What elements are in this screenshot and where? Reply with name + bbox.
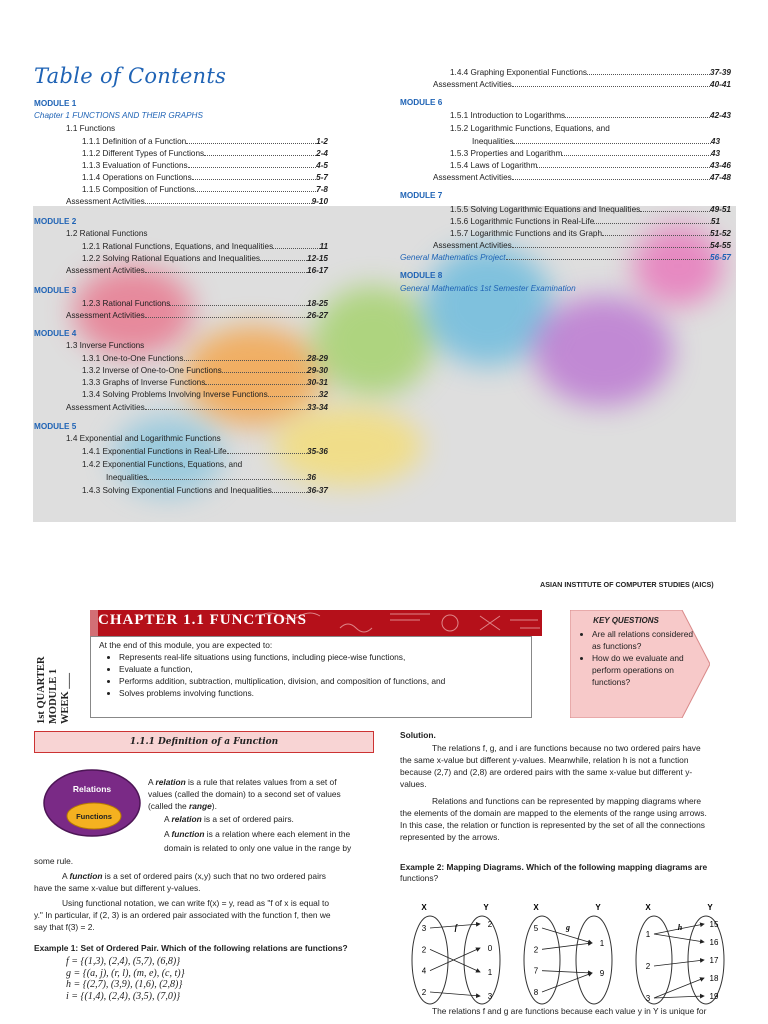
toc-entry-title: Inequalities [472,137,514,146]
domain-value: 2 [533,945,539,955]
toc-leader-dots [273,241,319,249]
toc-title: Table of Contents [34,64,227,88]
toc-page-number: 43 [710,149,720,158]
toc-module-heading [34,217,76,227]
key-question: • How do we evaluate and perform operations on functions? [592,652,702,688]
solution-line: In this case, the relation or function is represented by the set of all the connections [400,820,705,830]
range-header: Y [483,903,489,912]
toc-entry-title: Inequalities [106,473,148,482]
section-header [34,731,374,753]
school-name: ASIAN INSTITUTE OF COMPUTER STUDIES (AICS) [540,580,714,589]
domain-oval [412,916,448,1004]
mapping-arrow [542,973,592,992]
domain-value: 2 [421,945,427,955]
toc-entry-title: MODULE 7 [400,191,443,200]
toc-module-heading [34,99,76,109]
toc-module-heading [34,329,76,339]
relation-set: i = {(1,4), (2,4), (3,5), (7,0)} [66,990,181,1002]
domain-value: 5 [533,924,539,933]
range-oval [464,916,500,1004]
relation-set: f = {(1,3), (2,4), (5,7), (6,8)} [66,956,181,967]
domain-oval [636,916,672,1004]
toc-page-number: 43-46 [710,161,731,170]
toc-entry [450,124,610,134]
range-value: 19 [709,992,719,1001]
toc-entry-title: 1.3.4 Solving Problems Involving Inverse Functions [82,390,268,399]
toc-entry [82,389,328,400]
module-line: MODULE 1 [48,668,59,724]
domain-value: 4 [421,966,427,976]
toc-page-number: 43 [710,137,720,146]
toc-entry [66,124,115,134]
definition-line: Using functional notation, we can write f(x) = y, read as "f of x is equal to [62,898,329,908]
range-header: Y [595,903,601,912]
toc-entry [82,184,328,195]
objectives-list [105,651,445,699]
toc-entry-title: 1.5.3 Properties and Logarithm [450,149,563,158]
example-2-prompt-cont: functions? [400,873,439,883]
toc-entry [433,79,731,90]
domain-value: 3 [421,924,427,933]
domain-value: 2 [645,962,651,971]
toc-leader-dots [506,252,710,260]
objective-item: • Solves problems involving functions. [119,687,445,699]
solution-line: The relations f, g, and i are functions because no two ordered pairs have [432,743,701,753]
range-value: 1 [599,939,605,948]
toc-module-heading [34,286,76,296]
definition-line: have the same x-value but different y-values. [34,883,201,893]
venn-inner-label: Functions [76,812,112,821]
toc-leader-dots [204,148,316,156]
toc-page-number: 51 [710,217,720,226]
toc-leader-dots [512,172,710,180]
toc-entry [82,485,328,496]
toc-entry-title: 1.3 Inverse Functions [66,341,145,350]
toc-page-number: 16-17 [307,266,328,275]
toc-leader-dots [145,310,307,318]
key-questions-box [570,610,710,718]
toc-entry-title: Assessment Activities [66,266,145,275]
key-questions-list [576,628,702,688]
toc-page-number: 36-37 [307,486,328,495]
toc-entry [66,402,328,413]
toc-leader-dots [147,472,306,480]
toc-page-number: 49-51 [710,205,731,214]
domain-oval [524,916,560,1004]
solution-line: represented by the arrows. [400,832,500,842]
toc-entry-title: 1.5.1 Introduction to Logarithms [450,111,566,120]
toc-entry [450,160,731,171]
toc-leader-dots [512,240,710,248]
quarter-line: 1st QUARTER [36,656,47,724]
toc-entry [450,110,731,121]
toc-entry [82,446,328,457]
toc-leader-dots [192,172,316,180]
week-line: WEEK ___ [60,672,71,724]
toc-entry [82,298,328,309]
definition-line: A function is a relation where each element in the [164,829,351,839]
toc-entry [82,241,328,252]
toc-page-number: 11 [319,242,328,251]
toc-page-number: 29-30 [307,366,328,375]
domain-value: 2 [421,988,427,997]
toc-entry [450,228,731,239]
toc-entry-title: MODULE 8 [400,271,443,280]
toc-page-number: 1-2 [316,137,328,146]
mapping-arrow [654,978,704,998]
section-title: 1.1.1 Definition of a Function [129,737,279,747]
toc-entry [66,265,328,276]
toc-page-number: 36 [306,473,316,482]
toc-page-number: 33-34 [307,403,328,412]
toc-entry-title: Assessment Activities [433,241,512,250]
toc-entry [82,148,328,159]
toc-entry-title: Chapter 1 FUNCTIONS AND THEIR GRAPHS [34,111,203,120]
chapter-title: CHAPTER 1.1 FUNCTIONS [98,612,307,628]
toc-entry-title: 1.1.2 Different Types of Functions [82,149,205,158]
toc-entry-title: MODULE 2 [34,217,77,226]
toc-module-heading [400,271,442,281]
key-question: • Are all relations considered as functions? [592,628,702,652]
toc-page-number: 4-5 [316,161,328,170]
range-header: Y [707,903,713,912]
toc-entry [82,172,328,183]
solution-line: values. [400,779,427,789]
mapping-arrow [542,943,592,949]
venn-outer-label: Relations [72,784,112,794]
toc-leader-dots [272,485,307,493]
toc-page-number: 7-8 [316,185,328,194]
toc-entry [82,365,328,376]
toc-leader-dots [260,253,307,261]
toc-entry-title: General Mathematics Project [400,253,506,262]
toc-entry [82,136,328,147]
toc-entry-title: Assessment Activities [66,311,145,320]
toc-page-number: 35-36 [307,447,328,456]
range-value: 0 [487,944,493,953]
mapping-arrow [430,948,480,971]
mapping-arrow [542,971,592,973]
relations-functions-venn [42,768,142,838]
toc-entry [106,472,316,483]
toc-entry [82,460,242,470]
key-questions-title: KEY QUESTIONS [593,616,659,625]
toc-page-number: 28-29 [307,354,328,363]
toc-entry-title: 1.4.1 Exponential Functions in Real-Life [82,447,227,456]
toc-leader-dots [227,446,307,454]
toc-leader-dots [205,377,307,385]
domain-value: 7 [533,966,539,976]
range-oval [688,916,724,1004]
toc-module-heading [34,422,76,432]
diagram-label: g [566,923,570,932]
toc-entry-title: Assessment Activities [66,197,145,206]
toc-entry-title: 1.5.2 Logarithmic Functions, Equations, and [450,124,610,133]
toc-leader-dots [594,216,711,224]
toc-leader-dots [602,228,710,236]
toc-entry-title: 1.4.4 Graphing Exponential Functions [450,68,588,77]
mapping-arrow [654,934,704,942]
toc-entry-title: 1.4.3 Solving Exponential Functions and Inequalities [82,486,272,495]
solution-line: Relations and functions can be represented by mapping diagrams where [432,796,702,806]
toc-entry [66,310,328,321]
conclusion-text: The relations f and g are functions because each value y in Y is unique for [432,1006,707,1016]
range-value: 16 [709,938,719,947]
toc-page-number: 54-55 [710,241,731,250]
toc-entry-title: General Mathematics 1st Semester Examination [400,284,576,293]
range-value: 1 [487,968,493,977]
definition-line: A function is a set of ordered pairs (x,y) such that no two ordered pairs [62,871,326,881]
toc-leader-dots [186,136,316,144]
toc-leader-dots [268,389,319,397]
toc-entry [472,136,720,147]
toc-entry [450,67,731,78]
solution-label: Solution. [400,730,436,740]
toc-entry-title: Assessment Activities [66,403,145,412]
toc-page-number: 42-43 [710,111,731,120]
toc-entry-title: 1.3.1 One-to-One Functions [82,354,184,363]
definition-line: some rule. [34,856,74,866]
range-oval [576,916,612,1004]
toc-entry [66,434,221,444]
domain-header: X [421,903,427,912]
mapping-diagram-f [412,903,500,1004]
toc-entry-title: MODULE 4 [34,329,77,338]
toc-entry-title: 1.2 Rational Functions [66,229,148,238]
toc-entry [34,111,203,121]
definition-line: A relation is a rule that relates values from a set of [148,777,337,787]
definition-line: domain is related to only one value in the range by [164,843,352,853]
toc-page-number: 32 [318,390,328,399]
range-value: 15 [709,920,719,929]
mapping-arrow [430,949,480,972]
toc-entry-title: Assessment Activities [433,173,512,182]
toc-entry-title: 1.2.2 Solving Rational Equations and Inequalities [82,254,260,263]
objective-item: • Evaluate a function, [119,663,445,675]
objective-item: • Represents real-life situations using functions, including piece-wise functions, [119,651,445,663]
toc-page-number: 51-52 [710,229,731,238]
mapping-arrow [654,960,704,966]
toc-entry [66,341,144,351]
domain-value: 1 [645,930,651,939]
toc-entry-title: 1.3.2 Inverse of One-to-One Functions [82,366,222,375]
toc-leader-dots [170,298,307,306]
toc-entry [433,172,731,183]
toc-module-heading [400,191,442,201]
toc-leader-dots [145,196,312,204]
toc-entry-title: 1.2.1 Rational Functions, Equations, and Inequalities [82,242,274,251]
toc-page-number: 9-10 [311,197,328,206]
toc-leader-dots [640,204,710,212]
toc-leader-dots [565,110,710,118]
range-value: 9 [599,969,605,978]
toc-entry-title: 1.5.7 Logarithmic Functions and its Graph [450,229,603,238]
toc-entry [82,377,328,388]
toc-page-number: 26-27 [307,311,328,320]
solution-line: the same x-value but different y-values. Meanwhile, relation h is not a function [400,755,689,765]
mapping-diagram-h [636,903,724,1004]
toc-page-number: 5-7 [316,173,328,182]
domain-header: X [645,903,651,912]
toc-entry [66,229,147,239]
relation-set: h = {(2,7), (3,9), (1,6), (2,8)} [66,979,183,990]
toc-entry-title: 1.5.4 Laws of Logarithm [450,161,538,170]
toc-leader-dots [587,67,710,75]
toc-entry-title: 1.5.5 Solving Logarithmic Equations and Inequalities [450,205,641,214]
domain-value: 3 [645,994,651,1003]
toc-page-number: 40-41 [710,80,731,89]
toc-entry-title: MODULE 5 [34,422,77,431]
toc-leader-dots [145,402,307,410]
objectives-intro: At the end of this module, you are expected to: [99,640,273,650]
toc-entry-title: 1.5.6 Logarithmic Functions in Real-Life [450,217,595,226]
definition-line: values (called the domain) to a second set of values [148,789,341,799]
toc-leader-dots [512,79,710,87]
toc-page-number: 30-31 [307,378,328,387]
toc-entry [82,160,328,171]
toc-leader-dots [537,160,710,168]
toc-entry-title: 1.4.2 Exponential Functions, Equations, and [82,460,243,469]
toc-entry [66,196,328,207]
mapping-arrow [430,992,480,996]
domain-header: X [533,903,539,912]
range-value: 3 [487,992,493,1001]
toc-entry [400,252,731,263]
toc-entry-title: MODULE 1 [34,99,77,108]
definition-line: say that f(3) = 2. [34,922,95,932]
toc-leader-dots [513,136,710,144]
range-value: 17 [709,956,719,965]
definition-line: y." In particular, if (2, 3) is an ordered pair associated with the function f, then we [34,910,331,920]
toc-page-number: 37-39 [710,68,731,77]
definition-line: A relation is a set of ordered pairs. [164,814,294,824]
toc-entry-title: 1.4 Exponential and Logarithmic Functions [66,434,221,443]
objective-item: • Performs addition, subtraction, multiplication, division, and composition of functions, and [119,675,445,687]
toc-entry [82,253,328,264]
toc-module-heading [400,98,442,108]
toc-entry-title: MODULE 3 [34,286,77,295]
toc-entry-title: 1.1.4 Operations on Functions [82,173,192,182]
toc-entry [82,353,328,364]
toc-entry [433,240,731,251]
solution-line: because (2,7) and (2,8) are ordered pairs with the same x-value but different y- [400,767,693,777]
toc-page-number: 18-25 [307,299,328,308]
range-value: 2 [487,920,493,929]
definition-line: (called the range). [148,801,217,811]
toc-entry [450,204,731,215]
toc-leader-dots [562,148,710,156]
example-2-prompt: Example 2: Mapping Diagrams. Which of the following mapping diagrams are [400,862,708,872]
toc-leader-dots [145,265,307,273]
mapping-diagrams [400,898,740,1008]
toc-entry-title: 1.1.1 Definition of a Function [82,137,187,146]
toc-leader-dots [184,353,308,361]
toc-entry-title: 1.3.3 Graphs of Inverse Functions [82,378,206,387]
toc-page-number: 12-15 [307,254,328,263]
range-value: 18 [709,974,719,983]
diagram-label: h [677,923,683,932]
toc-entry-title: 1.2.3 Rational Functions [82,299,171,308]
toc-leader-dots [195,184,316,192]
toc-entry [400,284,576,294]
toc-leader-dots [188,160,317,168]
toc-page-number: 47-48 [710,173,731,182]
example-1-prompt: Example 1: Set of Ordered Pair. Which of the following relations are functions? [34,943,348,953]
toc-page-number: 2-4 [316,149,328,158]
toc-page-number: 56-57 [710,253,731,262]
toc-entry [450,216,720,227]
toc-entry-title: 1.1.3 Evaluation of Functions [82,161,188,170]
toc-entry-title: 1.1 Functions [66,124,116,133]
diagram-label: f [454,923,458,932]
solution-line: the elements of the domain are mapped to the elements of the range using arrows. [400,808,707,818]
objectives-box [90,636,532,718]
mapping-diagram-g [524,903,612,1004]
toc-entry-title: MODULE 6 [400,98,443,107]
toc-entry-title: 1.1.5 Composition of Functions [82,185,195,194]
relation-set: g = {(a, j), (r, l), (m, e), (c, t)} [66,967,185,979]
domain-value: 8 [533,988,539,997]
toc-entry [450,148,720,159]
toc-entry-title: Assessment Activities [433,80,512,89]
toc-leader-dots [222,365,307,373]
